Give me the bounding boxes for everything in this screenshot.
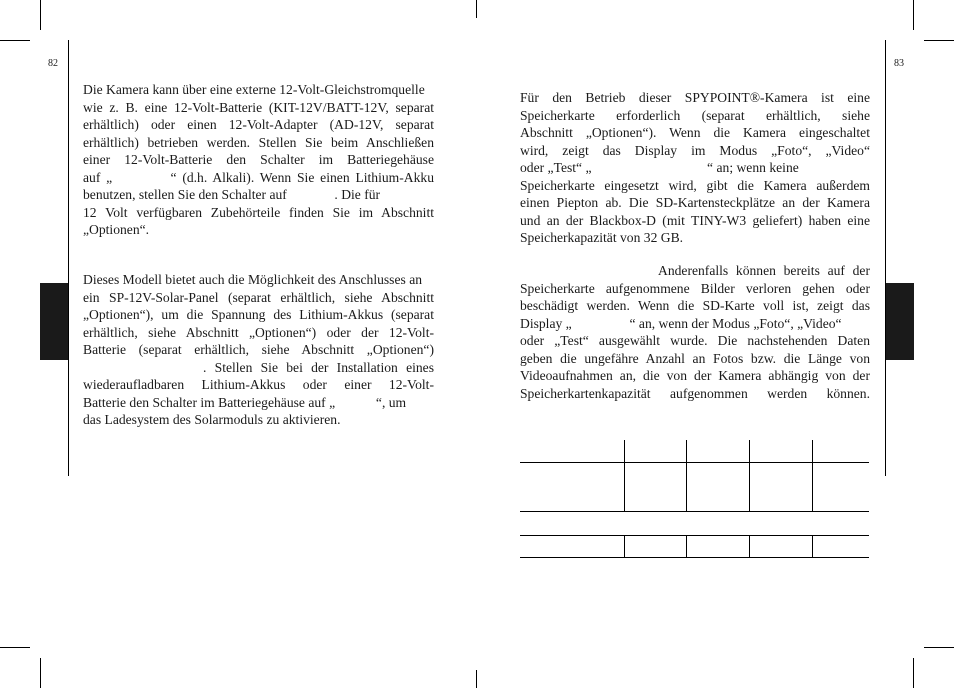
table-column-divider — [624, 440, 625, 511]
crop-mark — [476, 670, 477, 688]
text-line: „Optionen“), um die Spannung des Lithium-Akkus (separat — [83, 307, 434, 322]
left-paragraph-solar-panel — [83, 271, 434, 429]
crop-mark — [40, 0, 41, 30]
text-line: ein SP-12V-Solar-Panel (separat erhältlich, siehe Abschnitt — [83, 289, 434, 305]
text-line: Speicherkarte aufgenommene Bilder verloren gehen oder — [520, 280, 870, 296]
page-number-right: 83 — [894, 58, 904, 69]
text-line: Batterie (separat erhältlich, siehe Abschnitt „Optionen“) — [83, 342, 434, 357]
table-column-divider — [686, 440, 687, 511]
table-rule — [520, 462, 869, 463]
text-line: Speicherkarte eingesetzt wird, gibt die Kamera außerdem — [520, 177, 870, 193]
text-line: auf „ “ (d.h. Alkali). Wenn Sie einen Lithium-Akku — [83, 169, 434, 185]
left-page-gutter-line — [68, 40, 69, 476]
text-line: Batterie den Schalter im Batteriegehäuse auf „ “, um — [83, 394, 407, 410]
text-line: wiederaufladbaren Lithium-Akkus oder einer 12-Volt- — [83, 377, 434, 392]
right-paragraph-memory-card — [520, 89, 870, 247]
text-line: Videoaufnahmen an, die von der Kamera abhängig von der — [520, 368, 870, 383]
text-line: Speicherkartenkapazität aufgenommen werden können. — [520, 385, 870, 401]
table-rule — [520, 557, 869, 558]
text-line: oder „Test“ ausgewählt wurde. Die nachstehenden Daten — [520, 333, 870, 348]
text-line: „Optionen“. — [83, 222, 150, 237]
text-line: Für den Betrieb dieser SPYPOINT®-Kamera ist eine — [520, 90, 870, 105]
right-paragraph-card-full — [520, 262, 870, 402]
table-column-divider — [749, 440, 750, 511]
crop-mark — [913, 0, 914, 30]
chapter-tab-right — [886, 283, 914, 360]
table-column-divider — [686, 535, 687, 557]
text-line: und an der Blackbox-D (mit TINY-W3 geliefert) haben eine — [520, 212, 870, 228]
chapter-tab-left — [40, 283, 68, 360]
crop-mark — [0, 647, 30, 648]
text-line: wie z. B. eine 12-Volt-Batterie (KIT-12V/BATT-12V, separat — [83, 99, 434, 115]
table-column-divider — [812, 535, 813, 557]
table-rule — [520, 511, 869, 512]
right-page-gutter-line — [885, 40, 886, 476]
crop-mark — [924, 647, 954, 648]
text-line: Anderenfalls können bereits auf der — [658, 263, 870, 278]
text-line: Die Kamera kann über eine externe 12-Volt-Gleichstromquelle — [83, 82, 425, 97]
page-number-left: 82 — [48, 58, 58, 69]
text-line: beschädigt werden. Wenn die SD-Karte voll ist, zeigt das — [520, 298, 870, 313]
text-line: geben die ungefähre Anzahl an Fotos bzw. die Länge von — [520, 350, 870, 366]
text-line: Speicherkapazität von 32 GB. — [520, 230, 684, 245]
text-line: 12 Volt verfügbaren Zubehörteile finden Sie im Abschnitt — [83, 204, 434, 220]
text-line: . Stellen Sie bei der Installation eines — [203, 359, 434, 375]
crop-mark — [913, 658, 914, 688]
text-line: oder „Test“ „ “ an; wenn keine — [520, 160, 799, 175]
text-line: Display „ “ an, wenn der Modus „Foto“, „Video“ — [520, 315, 842, 331]
text-line: erhältlich) betrieben werden. Stellen Sie beim Anschließen — [83, 134, 434, 150]
text-line: Speicherkarte erforderlich (separat erhältlich, siehe — [520, 107, 870, 123]
text-line: erhältlich) oder einen 12-Volt-Adapter (AD-12V, separat — [83, 117, 434, 132]
text-line: einer 12-Volt-Batterie den Schalter im Batteriegehäuse — [83, 152, 434, 167]
table-column-divider — [812, 440, 813, 511]
crop-mark — [0, 40, 30, 41]
table-rule — [520, 535, 869, 536]
text-line: das Ladesystem des Solarmoduls zu aktivieren. — [83, 412, 341, 427]
crop-mark — [40, 658, 41, 688]
table-column-divider — [624, 535, 625, 557]
text-line: erhältlich, siehe Abschnitt „Optionen“) oder der 12-Volt- — [83, 324, 434, 340]
text-line: wird, zeigt das Display im Modus „Foto“, „Video“ — [520, 142, 870, 158]
crop-mark — [924, 40, 954, 41]
crop-mark — [476, 0, 477, 18]
text-line: Dieses Modell bietet auch die Möglichkeit des Anschlusses an — [83, 272, 423, 287]
table-column-divider — [749, 535, 750, 557]
text-line: Abschnitt „Optionen“). Wenn die Kamera eingeschaltet — [520, 125, 870, 140]
text-line: benutzen, stellen Sie den Schalter auf . Die für — [83, 187, 381, 202]
text-line: einen Piepton ab. Die SD-Kartensteckplätze an der Kamera — [520, 195, 870, 210]
left-paragraph-power-source — [83, 81, 434, 239]
